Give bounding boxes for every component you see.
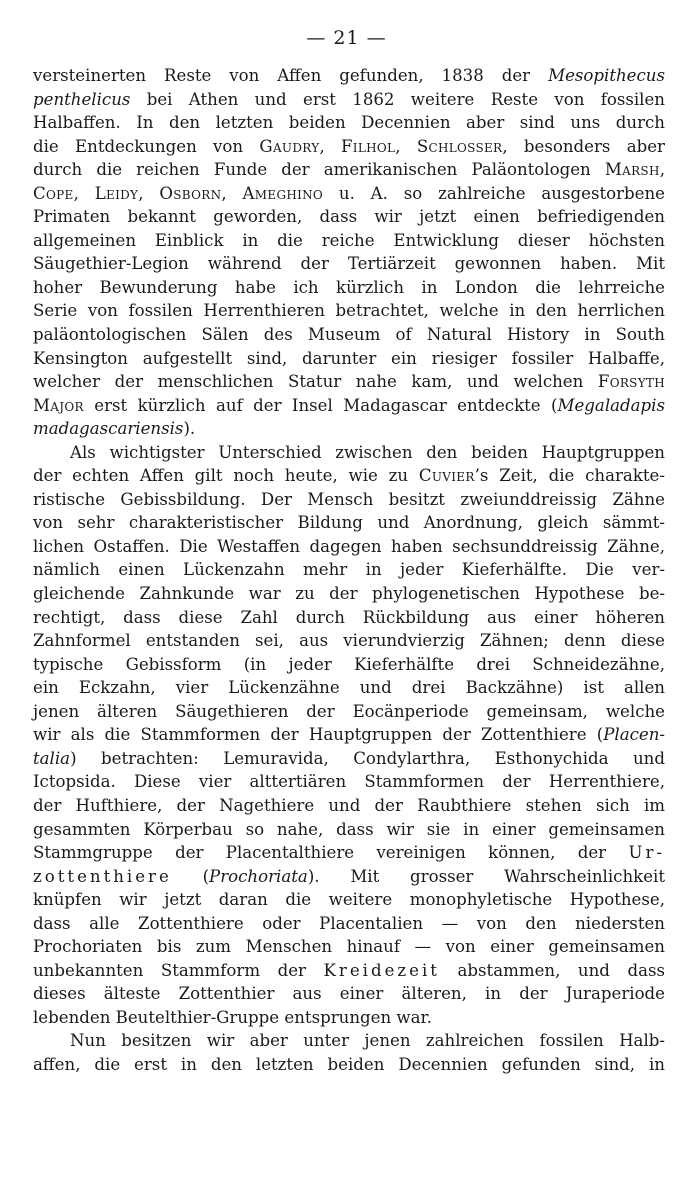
text-line (33, 558, 665, 582)
text-run: dass alle Zottenthiere oder Placentalien — von den niedersten (33, 913, 665, 933)
text-line (33, 1006, 665, 1030)
italic-term: Mesopithecus (548, 66, 665, 85)
text-run: Halbaffen. In den letzten beiden Decennien aber sind uns durch (33, 113, 665, 133)
text-line (33, 441, 665, 465)
text-run: affen, die erst in den letzten beiden Decennien gefunden sind, in (33, 1054, 665, 1074)
text-run: Nun besitzen wir aber unter jenen zahlreichen fossilen Halb- (70, 1031, 665, 1051)
author-name: Cuvier (418, 466, 475, 486)
text-run: Zahnformel entstanden sei, aus vierundvierzig Zähnen; denn diese (33, 631, 665, 651)
text-line (33, 394, 665, 418)
text-run: ). (183, 419, 196, 439)
text-run: von sehr charakteristischer Bildung und Anordnung, gleich sämmt- (33, 513, 665, 533)
text-run: erst kürzlich auf der Insel Madagascar entdeckte ( (83, 395, 558, 415)
text-run: nämlich einen Lückenzahn mehr in jeder Kieferhälfte. Die ver- (33, 560, 665, 580)
text-line (33, 818, 665, 842)
text-run: Stammgruppe der Placentalthiere vereinigen können, der (33, 843, 629, 863)
text-run: ( (171, 866, 210, 886)
text-line (33, 582, 665, 606)
text-run: Primaten bekannt geworden, dass wir jetzt einen befriedigenden (33, 207, 665, 227)
text-line (33, 747, 665, 771)
text-line (33, 511, 665, 535)
text-line (33, 1029, 665, 1053)
text-run: ein Eckzahn, vier Lückenzähne und drei Backzähne) ist allen (33, 678, 665, 698)
text-run: typische Gebissform (in jeder Kieferhälfte drei Schneidezähne, (33, 654, 665, 674)
author-name: Ameghino (242, 183, 324, 203)
text-line (33, 535, 665, 559)
text-line (33, 841, 665, 865)
text-line (33, 347, 665, 371)
text-line (33, 653, 665, 677)
emphasized-term: zottenthiere (33, 866, 172, 886)
text-run: gleichende Zahnkunde war zu der phylogenetischen Hypothese be- (33, 584, 665, 604)
text-line (33, 276, 665, 300)
emphasized-term: Kreidezeit (323, 960, 440, 980)
text-run: durch die reichen Funde der amerikanischen Paläontologen (33, 160, 605, 180)
text-run: dieses älteste Zottenthier aus einer älteren, in der Juraperiode (33, 984, 665, 1004)
text-line (33, 135, 665, 159)
text-run: gesammten Körperbau so nahe, dass wir sie in einer gemeinsamen (33, 819, 665, 839)
text-run: Als wichtigster Unterschied zwischen den beiden Hauptgruppen (70, 442, 665, 462)
text-run: , (659, 160, 665, 180)
author-name: Leidy (94, 183, 139, 203)
text-run: jenen älteren Säugethieren der Eocänperiode gemeinsam, welche (33, 701, 665, 721)
text-line (33, 865, 665, 889)
text-run: knüpfen wir jetzt daran die weitere monophyletische Hypothese, (33, 890, 665, 910)
text-line (33, 794, 665, 818)
text-run: welcher der menschlichen Statur nahe kam, und welchen (33, 372, 598, 392)
text-run: , (395, 136, 417, 156)
text-run: Säugethier-Legion während der Tertiärzeit gewonnen haben. Mit (33, 254, 665, 274)
text-run: die Entdeckungen von (33, 136, 260, 156)
text-line (33, 488, 665, 512)
text-line (33, 299, 665, 323)
text-line (33, 912, 665, 936)
page-number: — 21 — (306, 27, 387, 49)
text-line (33, 158, 665, 182)
text-run: paläontologischen Sälen des Museum of Natural History in South (33, 325, 665, 345)
text-run: Kensington aufgestellt sind, darunter ein riesiger fossiler Halbaffe, (33, 348, 665, 368)
text-line (33, 64, 665, 88)
italic-term: madagascariensis (33, 419, 184, 439)
text-run: versteinerten Reste von Affen gefunden, 1838 der (33, 66, 549, 85)
text-run: allgemeinen Einblick in die reiche Entwicklung dieser höchsten (33, 230, 665, 250)
text-line (33, 606, 665, 630)
text-line (33, 1053, 665, 1077)
text-run: ). Mit grosser Wahrscheinlichkeit (307, 866, 666, 886)
text-run: der Hufthiere, der Nagethiere und der Raubthiere stehen sich im (33, 795, 665, 815)
text-run: , (319, 136, 341, 156)
text-run: abstammen, und dass (439, 960, 665, 980)
text-line (33, 959, 665, 983)
text-line (33, 700, 665, 724)
italic-term: Prochoriata (209, 866, 308, 886)
text-run: der echten Affen gilt noch heute, wie zu (33, 466, 419, 486)
text-run: ) betrachten: Lemuravida, Condylarthra, Esthonychida und (70, 748, 665, 768)
text-line (33, 88, 665, 112)
text-line (33, 935, 665, 959)
text-run: , besonders aber (502, 136, 665, 156)
author-name: Marsh (604, 160, 660, 180)
body-text (33, 64, 665, 1077)
text-line (33, 252, 665, 276)
text-run: Prochoriaten bis zum Menschen hinauf — von einer gemeinsamen (33, 937, 665, 957)
text-run: , (221, 183, 243, 203)
text-run: ristische Gebissbildung. Der Mensch besitzt zweiunddreissig Zähne (33, 489, 665, 509)
emphasized-term: Ur- (628, 843, 665, 863)
text-run: Serie von fossilen Herrenthieren betrachtet, welche in den herrlichen (33, 301, 665, 321)
text-run: hoher Bewunderung habe ich kürzlich in London die lehrreiche (33, 277, 665, 297)
text-line (33, 323, 665, 347)
author-name: Schlosser (416, 136, 503, 156)
text-line (33, 888, 665, 912)
author-name: Cope (33, 183, 74, 203)
text-run: rechtigt, dass diese Zahl durch Rückbildung aus einer höheren (33, 607, 665, 627)
text-run: ’s Zeit, die charakte- (474, 466, 665, 486)
author-name: Gaudry (259, 136, 320, 156)
text-line (33, 982, 665, 1006)
text-line (33, 723, 665, 747)
text-line (33, 417, 665, 441)
text-line (33, 205, 665, 229)
text-line (33, 770, 665, 794)
text-line (33, 676, 665, 700)
text-line (33, 182, 665, 206)
text-run: bei Athen und erst 1862 weitere Reste von fossilen (130, 89, 665, 109)
text-run: , (73, 183, 95, 203)
author-name: Forsyth (597, 372, 665, 392)
text-line (33, 464, 665, 488)
author-name: Major (33, 395, 84, 415)
text-run: u. A. so zahlreiche ausgestorbene (323, 183, 665, 203)
author-name: Osborn (159, 183, 222, 203)
text-run: , (138, 183, 160, 203)
italic-term: Placen- (603, 725, 665, 745)
text-line (33, 229, 665, 253)
text-line (33, 370, 665, 394)
text-line (33, 629, 665, 653)
italic-term: talia (33, 748, 71, 768)
italic-term: Megaladapis (557, 395, 665, 415)
author-name: Filhol (340, 136, 396, 156)
text-run: wir als die Stammformen der Hauptgruppen der Zottenthiere ( (33, 725, 604, 745)
text-run: lichen Ostaffen. Die Westaffen dagegen haben sechsunddreissig Zähne, (33, 536, 665, 556)
text-line (33, 111, 665, 135)
italic-term: penthelicus (33, 89, 131, 109)
text-run: lebenden Beutelthier-Gruppe entsprungen war. (33, 1007, 432, 1027)
text-run: Ictopsida. Diese vier alttertiären Stammformen der Herrenthiere, (33, 772, 665, 792)
text-run: unbekannten Stammform der (33, 960, 324, 980)
